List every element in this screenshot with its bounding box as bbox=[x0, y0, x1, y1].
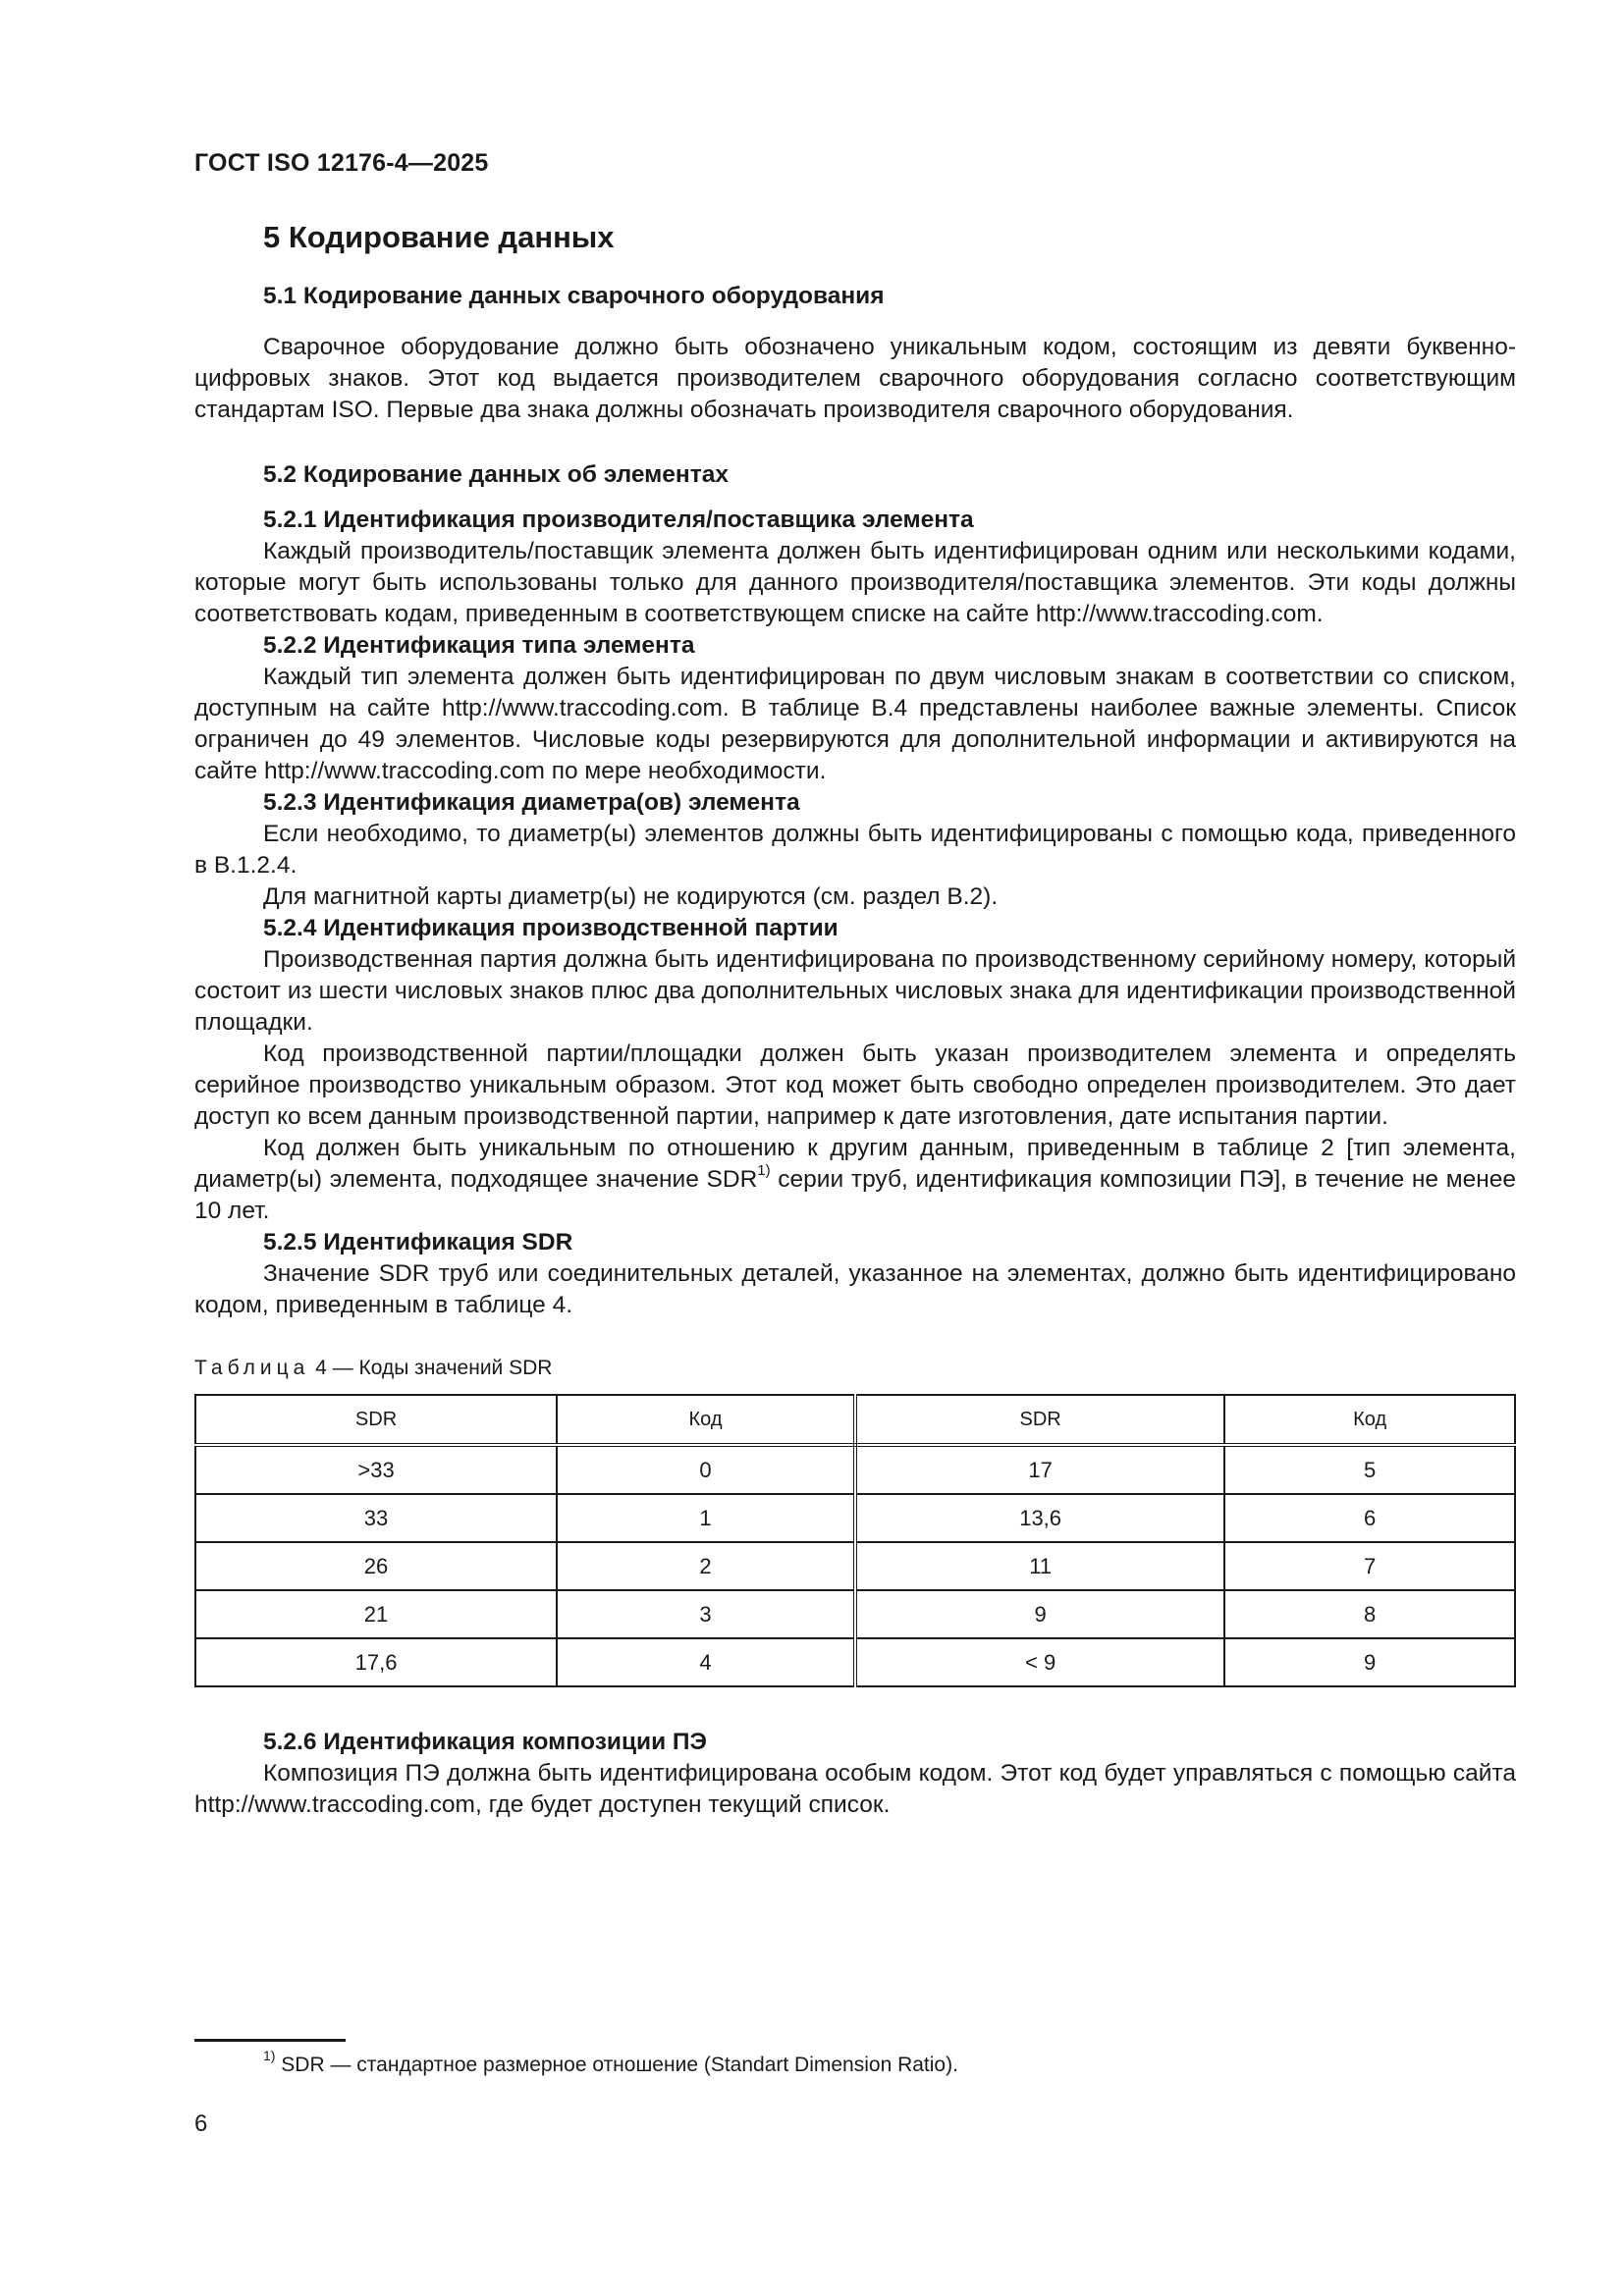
column-header: SDR bbox=[195, 1395, 557, 1445]
table-cell: < 9 bbox=[855, 1638, 1224, 1686]
clause-title: 5.2.5 Идентификация SDR bbox=[263, 1229, 573, 1255]
page-number: 6 bbox=[194, 2110, 208, 2137]
table-caption-text: 4 — Коды значений SDR bbox=[309, 1357, 553, 1379]
table-row bbox=[195, 1445, 1515, 1494]
column-header: SDR bbox=[855, 1395, 1224, 1445]
document-header: ГОСТ ISO 12176-4—2025 bbox=[194, 149, 489, 177]
subsection-title: 5.2 Кодирование данных об элементах bbox=[263, 461, 729, 488]
table-caption-label: Таблица bbox=[194, 1357, 310, 1379]
paragraph bbox=[194, 1133, 1516, 1227]
table-cell: 33 bbox=[195, 1494, 557, 1542]
footnote-reference[interactable]: 1) bbox=[757, 1161, 771, 1179]
table-cell: 4 bbox=[557, 1638, 855, 1686]
paragraph: Для магнитной карты диаметр(ы) не кодируются (см. раздел B.2). bbox=[263, 883, 999, 910]
paragraph-text: серии труб, идентификация композиции ПЭ], в течение не менее 10 лет. bbox=[194, 1166, 1516, 1224]
table-cell: 0 bbox=[557, 1445, 855, 1494]
column-header: Код bbox=[557, 1395, 855, 1445]
table-cell: 1 bbox=[557, 1494, 855, 1542]
table-cell: 7 bbox=[1224, 1542, 1515, 1590]
footnote-separator bbox=[194, 2039, 346, 2042]
table-cell: 11 bbox=[855, 1542, 1224, 1590]
paragraph-text: Код должен быть уникальным по отношению к другим данным, приведенным в таблице 2 [тип элемента, диаметр(ы) элемента, подходящее значение SDR bbox=[194, 1135, 1516, 1193]
table-cell: 8 bbox=[1224, 1590, 1515, 1638]
clause-title: 5.2.6 Идентификация композиции ПЭ bbox=[263, 1729, 707, 1755]
paragraph: Производственная партия должна быть идентифицирована по производственному серийному номеру, который состоит из шести числовых знаков плюс два дополнительных числовых знака для идентификации производственной площадки. bbox=[194, 946, 1516, 1036]
document-body bbox=[194, 220, 1516, 1821]
table-cell: 2 bbox=[557, 1542, 855, 1590]
paragraph: Сварочное оборудование должно быть обозначено уникальным кодом, состоящим из девяти буквенно-цифровых знаков. Этот код выдается производителем сварочного оборудования согласно соответствующим стандартам ISO. Первые два знака должны обозначать производителя сварочного оборудования. bbox=[194, 334, 1516, 423]
table-cell: 3 bbox=[557, 1590, 855, 1638]
footnote-marker: 1) bbox=[263, 2048, 276, 2063]
table-header-row bbox=[195, 1395, 1515, 1445]
paragraph: Каждый производитель/поставщик элемента должен быть идентифицирован одним или несколькими кодами, которые могут быть использованы только для данного производителя/поставщика элементов. Эти коды должны соответствовать кодам, приведенным в соответствующем списке на сайте http://www.traccoding.com. bbox=[194, 538, 1516, 627]
clause-title: 5.2.4 Идентификация производственной партии bbox=[263, 915, 839, 941]
paragraph: Если необходимо, то диаметр(ы) элементов должны быть идентифицированы с помощью кода, приведенного в B.1.2.4. bbox=[194, 821, 1516, 879]
table-cell: >33 bbox=[195, 1445, 557, 1494]
sdr-codes-table bbox=[194, 1394, 1516, 1687]
clause-title: 5.2.3 Идентификация диаметра(ов) элемента bbox=[263, 789, 800, 816]
table-caption bbox=[194, 1357, 1516, 1380]
footnote bbox=[263, 2048, 958, 2077]
table-cell: 17 bbox=[855, 1445, 1224, 1494]
paragraph: Значение SDR труб или соединительных деталей, указанное на элементах, должно быть идентифицировано кодом, приведенным в таблице 4. bbox=[194, 1260, 1516, 1318]
column-header: Код bbox=[1224, 1395, 1515, 1445]
table-cell: 9 bbox=[1224, 1638, 1515, 1686]
section-title: 5 Кодирование данных bbox=[263, 220, 615, 254]
table-cell: 9 bbox=[855, 1590, 1224, 1638]
table-row bbox=[195, 1494, 1515, 1542]
clause-title: 5.2.2 Идентификация типа элемента bbox=[263, 632, 695, 659]
table-cell: 26 bbox=[195, 1542, 557, 1590]
table-row bbox=[195, 1638, 1515, 1686]
table-cell: 6 bbox=[1224, 1494, 1515, 1542]
table-row bbox=[195, 1542, 1515, 1590]
paragraph: Код производственной партии/площадки должен быть указан производителем элемента и определять серийное производство уникальным образом. Этот код может быть свободно определен производителем. Это дает доступ ко всем данным производственной партии, например к дате изготовления, дате испытания партии. bbox=[194, 1041, 1516, 1130]
footnote-text: SDR — стандартное размерное отношение (Standart Dimension Ratio). bbox=[275, 2054, 958, 2076]
paragraph: Композиция ПЭ должна быть идентифицирована особым кодом. Этот код будет управляться с помощью сайта http://www.traccoding.com, где будет доступен текущий список. bbox=[194, 1760, 1516, 1818]
table-cell: 17,6 bbox=[195, 1638, 557, 1686]
subsection-title: 5.1 Кодирование данных сварочного оборудования bbox=[263, 283, 885, 309]
paragraph: Каждый тип элемента должен быть идентифицирован по двум числовым знакам в соответствии со списком, доступным на сайте http://www.traccoding.com. В таблице B.4 представлены наиболее важные элементы. Список ограничен до 49 элементов. Числовые коды резервируются для дополнительной информации и активируются на сайте http://www.traccoding.com по мере необходимости. bbox=[194, 664, 1516, 784]
table-cell: 13,6 bbox=[855, 1494, 1224, 1542]
table-cell: 21 bbox=[195, 1590, 557, 1638]
table-row bbox=[195, 1590, 1515, 1638]
table-cell: 5 bbox=[1224, 1445, 1515, 1494]
clause-title: 5.2.1 Идентификация производителя/поставщика элемента bbox=[263, 507, 974, 533]
